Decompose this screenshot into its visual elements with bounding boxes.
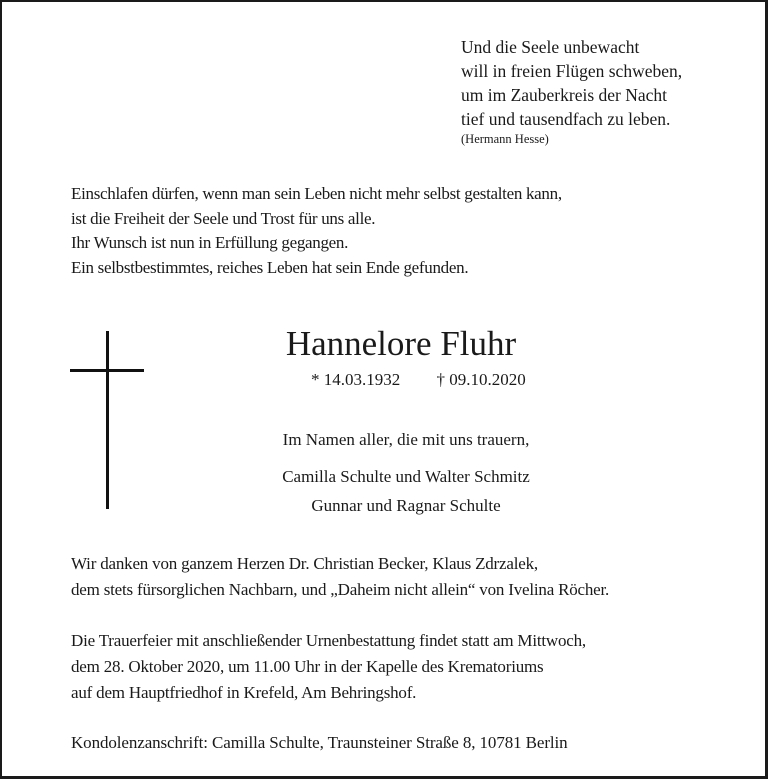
poem-line: tief und tausendfach zu leben.: [461, 109, 671, 129]
deceased-name: Hannelore Fluhr: [285, 324, 517, 363]
condolence-address: Kondolenzanschrift: Camilla Schulte, Traunsteiner Straße 8, 10781 Berlin: [71, 733, 568, 752]
mourner-names: Gunnar und Ragnar Schulte: [311, 496, 501, 515]
thanks-text: [71, 551, 609, 603]
mourners-intro: Im Namen aller, die mit uns trauern,: [282, 430, 530, 449]
thanks-line: Wir danken von ganzem Herzen Dr. Christian Becker, Klaus Zdrzalek,: [71, 554, 538, 573]
birth-date: * 14.03.1932: [311, 370, 401, 389]
poem-line: will in freien Flügen schweben,: [461, 61, 683, 81]
intro-line: Einschlafen dürfen, wenn man sein Leben nicht mehr selbst gestalten kann,: [71, 184, 562, 203]
poem-author: (Hermann Hesse): [461, 132, 549, 146]
death-date: † 09.10.2020: [436, 370, 526, 389]
intro-line: ist die Freiheit der Seele und Trost für uns alle.: [71, 208, 376, 228]
intro-line: Ein selbstbestimmtes, reiches Leben hat sein Ende gefunden.: [71, 257, 469, 277]
poem-line: um im Zauberkreis der Nacht: [461, 85, 668, 105]
service-line: Die Trauerfeier mit anschließender Urnenbestattung findet statt am Mittwoch,: [71, 631, 586, 650]
poem: [461, 35, 682, 131]
cross-horizontal-bar: [70, 369, 144, 372]
life-dates: [311, 370, 526, 390]
thanks-line: dem stets fürsorglichen Nachbarn, und „Daheim nicht allein“ von Ivelina Röcher.: [71, 580, 610, 599]
deceased-name-block: [2, 324, 768, 364]
intro-text: [71, 182, 562, 280]
intro-line: Ihr Wunsch ist nun in Erfüllung gegangen.: [71, 233, 349, 252]
service-line: auf dem Hauptfriedhof in Krefeld, Am Behringshof.: [71, 683, 417, 702]
service-line: dem 28. Oktober 2020, um 11.00 Uhr in der Kapelle des Krematoriums: [71, 657, 544, 676]
poem-line: Und die Seele unbewacht: [461, 37, 640, 57]
funeral-service-info: [71, 628, 586, 706]
mourner-names: Camilla Schulte und Walter Schmitz: [282, 467, 530, 486]
